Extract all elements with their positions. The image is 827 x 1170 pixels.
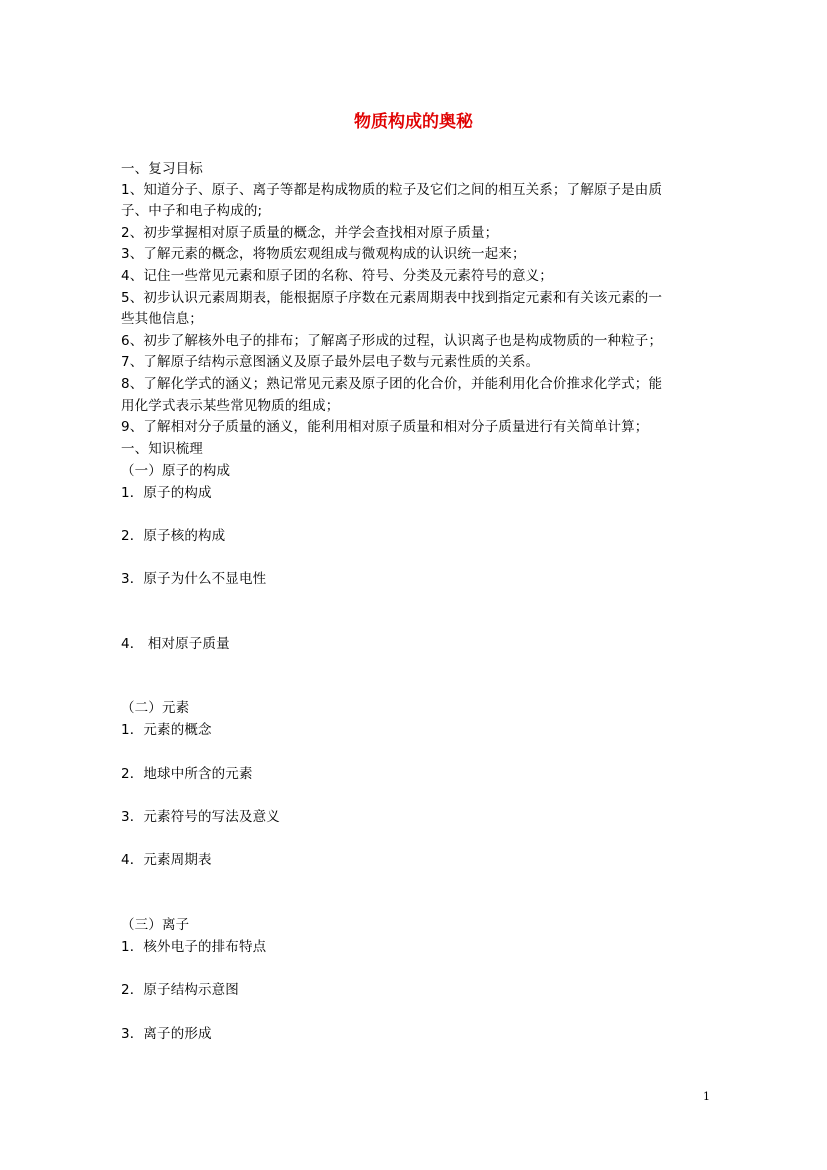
list-item: 3．原子为什么不显电性	[121, 571, 267, 587]
list-item: 3．元素符号的写法及意义	[121, 809, 280, 825]
list-item: 1．核外电子的排布特点	[121, 939, 267, 955]
goal-line: 6、初步了解核外电子的排布；了解离子形成的过程，认识离子也是构成物质的一种粒子；	[121, 333, 663, 349]
goal-line: 5、初步认识元素周期表，能根据原子序数在元素周期表中找到指定元素和有关该元素的一	[121, 290, 663, 306]
list-item: 1．原子的构成	[121, 485, 212, 501]
list-item: 1．元素的概念	[121, 722, 212, 738]
list-item: 3．离子的形成	[121, 1026, 212, 1042]
goal-line: 子、中子和电子构成的;	[121, 203, 263, 219]
goal-line: 8、了解化学式的涵义；熟记常见元素及原子团的化合价，并能利用化合价推求化学式；能	[121, 376, 663, 392]
list-item: 4．元素周期表	[121, 852, 212, 868]
list-item: 2．原子核的构成	[121, 528, 226, 544]
list-item: 2．地球中所含的元素	[121, 766, 253, 782]
list-item: 4． 相对原子质量	[121, 636, 230, 652]
list-item: 2．原子结构示意图	[121, 982, 239, 998]
goal-line: 4、记住一些常见元素和原子团的名称、符号、分类及元素符号的意义；	[121, 268, 553, 284]
goal-line: 7、了解原子结构示意图涵义及原子最外层电子数与元素性质的关系。	[121, 354, 540, 370]
section-heading-knowledge: 一、知识梳理	[121, 441, 203, 457]
goal-line: 9、了解相对分子质量的涵义，能利用相对原子质量和相对分子质量进行有关简单计算；	[121, 419, 649, 435]
goal-line: 2、初步掌握相对原子质量的概念，并学会查找相对原子质量；	[121, 225, 499, 241]
subsection-heading-ion: （三）离子	[121, 917, 190, 933]
goal-line: 些其他信息；	[121, 311, 203, 327]
goal-line: 1、知道分子、原子、离子等都是构成物质的粒子及它们之间的相互关系；了解原子是由质	[121, 182, 663, 198]
goal-line: 用化学式表示某些常见物质的组成；	[121, 398, 340, 414]
goal-line: 3、了解元素的概念，将物质宏观组成与微观构成的认识统一起来；	[121, 246, 526, 262]
page-number: 1	[703, 1090, 710, 1103]
page-title: 物质构成的奥秘	[354, 112, 473, 132]
subsection-heading-element: （二）元素	[121, 700, 190, 716]
subsection-heading-atom: （一）原子的构成	[121, 463, 231, 479]
section-heading-review-goals: 一、复习目标	[121, 161, 203, 177]
